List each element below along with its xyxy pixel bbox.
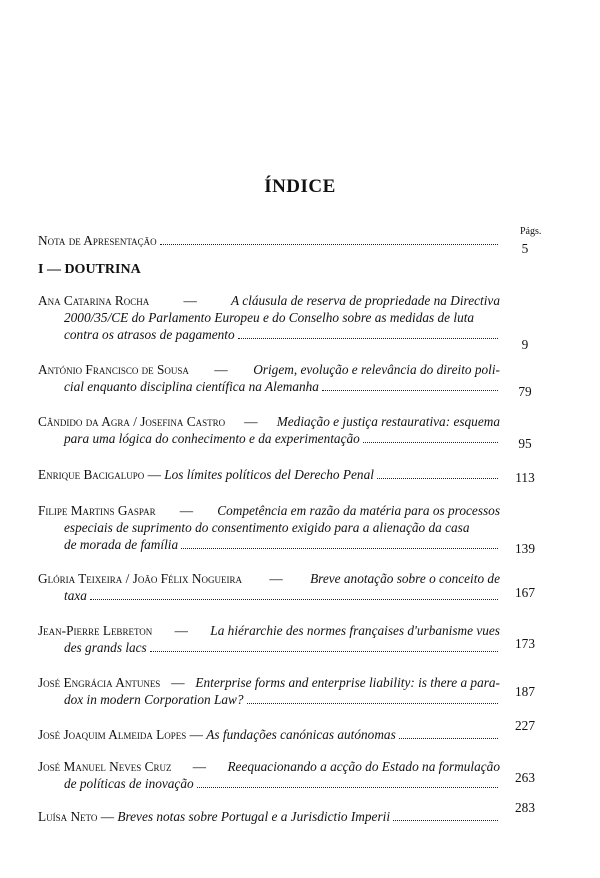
toc-entry-title: taxa — [64, 588, 87, 603]
toc-entry — [38, 466, 500, 483]
toc-entry-author: Luísa Neto — [38, 809, 98, 824]
dot-leader — [160, 244, 498, 245]
toc-entry-line — [38, 536, 500, 553]
toc-entry-author: José Engrácia Antunes — [38, 675, 161, 690]
toc-entry-title: A cláusula de reserva de propriedade na Directiva — [231, 293, 500, 308]
dot-leader — [150, 651, 498, 652]
toc-entry — [38, 622, 500, 656]
toc-entry-title: des grands lacs — [64, 640, 147, 655]
toc-entry-author: Glória Teixeira / João Félix Nogueira — [38, 571, 242, 586]
toc-entry — [38, 292, 500, 343]
toc-entry-title: La hiérarchie des normes françaises d'urbanisme vues — [210, 623, 500, 638]
toc-entry-line — [38, 726, 500, 743]
toc-entry — [38, 758, 500, 792]
toc-entry-line — [38, 674, 500, 691]
toc-entry-author: José Joaquim Almeida Lopes — [38, 727, 187, 742]
toc-entry-page: 263 — [515, 770, 535, 785]
toc-entry-page: 139 — [515, 541, 535, 556]
toc-entry-title: Competência em razão da matéria para os processos — [217, 503, 500, 518]
toc-entry-title: de morada de família — [64, 537, 179, 552]
author-separator: — — [171, 623, 192, 638]
toc-entry-title: dox in modern Corporation Law? — [64, 692, 244, 707]
toc-entry-page: 79 — [518, 384, 532, 399]
toc-entry-title: Origem, evolução e relevância do direito poli- — [253, 362, 500, 377]
page-title: ÍNDICE — [264, 176, 336, 197]
toc-entry-line — [38, 326, 500, 343]
author-separator: — — [240, 414, 261, 429]
toc-entry-author: Cândido da Agra / Josefina Castro — [38, 414, 226, 429]
toc-entry-line — [38, 413, 500, 430]
toc-entry-author: Enrique Bacigalupo — [38, 467, 145, 482]
dot-leader — [399, 738, 498, 739]
toc-entry — [38, 361, 500, 395]
dot-leader — [181, 548, 498, 549]
toc-entry-line — [38, 587, 500, 604]
toc-entry-title: especiais de suprimento do consentimento exigido para a alienação da casa — [64, 520, 470, 535]
toc-entry-page: 113 — [515, 470, 535, 485]
toc-entry-title: contra os atrasos de pagamento — [64, 327, 235, 342]
toc-entry — [38, 413, 500, 447]
author-separator: — — [176, 503, 197, 518]
toc-entry-page: 173 — [515, 636, 535, 651]
dot-leader — [363, 442, 498, 443]
author-separator: — — [211, 362, 232, 377]
toc-entry-line — [38, 808, 500, 825]
toc-entry — [38, 502, 500, 553]
toc-entry-page: 283 — [515, 800, 535, 815]
toc-entry-line — [38, 378, 500, 395]
dot-leader — [238, 338, 498, 339]
toc-entry-line — [38, 570, 500, 587]
toc-entry-page: 95 — [518, 436, 532, 451]
toc-entry-line — [38, 519, 500, 536]
toc-entry — [38, 726, 500, 743]
toc-entry-line — [38, 691, 500, 708]
author-separator: — — [144, 467, 165, 482]
dot-leader — [393, 820, 498, 821]
dot-leader — [247, 703, 498, 704]
toc-entry — [38, 570, 500, 604]
toc-entry-page: 187 — [515, 684, 535, 699]
author-separator: — — [186, 727, 207, 742]
toc-intro-page: 5 — [521, 241, 529, 256]
section-heading: I — DOUTRINA — [38, 262, 141, 277]
dot-leader — [377, 478, 498, 479]
author-separator: — — [180, 293, 201, 308]
author-separator: — — [189, 759, 210, 774]
pages-column-label: Págs. — [520, 226, 542, 237]
toc-entry-title: para uma lógica do conhecimento e da experimentação — [64, 431, 360, 446]
dot-leader — [197, 787, 498, 788]
author-separator: — — [97, 809, 118, 824]
toc-entry-title: As fundações canónicas autónomas — [206, 727, 396, 742]
toc-entry-line — [38, 622, 500, 639]
toc-entry-page: 167 — [515, 585, 535, 600]
author-separator: — — [266, 571, 286, 586]
dot-leader — [322, 390, 498, 391]
toc-entry-title: Breve anotação sobre o conceito de — [310, 571, 500, 586]
toc-intro-title: Nota de Apresentação — [38, 233, 157, 248]
toc-entry-page: 9 — [521, 337, 529, 352]
toc-entry — [38, 808, 500, 825]
toc-entry-author: António Francisco de Sousa — [38, 362, 189, 377]
toc-entry-line — [38, 361, 500, 378]
toc-entry-line — [38, 502, 500, 519]
toc-entry-author: Jean-Pierre Lebreton — [38, 623, 153, 638]
toc-entry-line — [38, 292, 500, 309]
toc-entry-title: cial enquanto disciplina científica na Alemanha — [64, 379, 319, 394]
toc-entry-author: José Manuel Neves Cruz — [38, 759, 172, 774]
toc-entry-author: Ana Catarina Rocha — [38, 293, 150, 308]
dot-leader — [90, 599, 498, 600]
toc-entry-title: Reequacionando a acção do Estado na formulação — [227, 759, 500, 774]
toc-entry-line — [38, 758, 500, 775]
toc-entry-line — [38, 466, 500, 483]
toc-entry-line — [38, 639, 500, 656]
toc-entry-line — [38, 775, 500, 792]
toc-entry-page: 227 — [515, 718, 535, 733]
toc-entry — [38, 674, 500, 708]
toc-entry-author: Filipe Martins Gaspar — [38, 503, 156, 518]
toc-entry-line — [38, 309, 500, 326]
toc-entry-line — [38, 430, 500, 447]
author-separator: — — [167, 675, 188, 690]
toc-entry-title: Los límites políticos del Derecho Penal — [164, 467, 374, 482]
toc-entry-title: 2000/35/CE do Parlamento Europeu e do Conselho sobre as medidas de luta — [64, 310, 475, 325]
toc-entry-title: Enterprise forms and enterprise liability: is there a para- — [195, 675, 500, 690]
toc-entry-title: de políticas de inovação — [64, 776, 194, 791]
toc-entry-title: Mediação e justiça restaurativa: esquema — [276, 414, 500, 429]
toc-entry-title: Breves notas sobre Portugal e a Jurisdictio Imperii — [117, 809, 391, 824]
toc-intro-entry — [38, 232, 500, 249]
